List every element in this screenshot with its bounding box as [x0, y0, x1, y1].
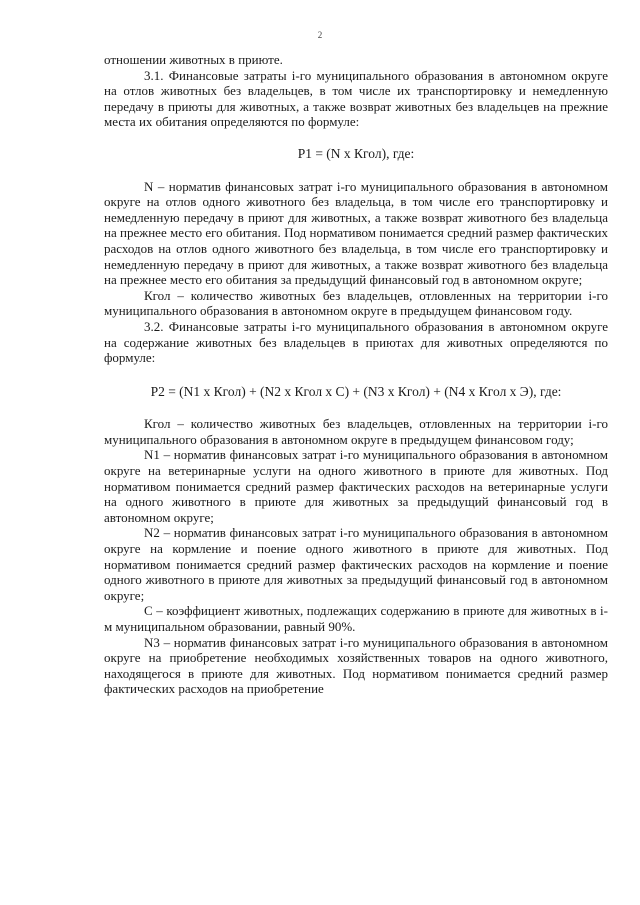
paragraph-continuation: отношении животных в приюте. [104, 52, 283, 67]
paragraph-3-2: 3.2. Финансовые затраты i-го муниципального образования в автономном округе на содержание животных без владельцев в приютах для животных определяются по формуле: [104, 318, 608, 366]
paragraph-n3-definition: N3 – норматив финансовых затрат i-го муниципального образования в автономном округе на приобретение необходимых хозяйственных товаров на одного животного, находящегося в приюте для животных. Под нормативом понимается средний размер фактических расходов на приобретение [104, 634, 608, 697]
paragraph-kgol-definition: Кгол – количество животных без владельцев, отловленных на территории i-го муниципального образования в автономном округе в предыдущем финансовом году. [104, 287, 608, 319]
paragraph-kgol-definition-2: Кгол – количество животных без владельцев, отловленных на территории i-го муниципального образования в автономном округе в предыдущем финансовом году; [104, 416, 608, 447]
formula-p1: P1 = (N х Кгол), где: [297, 145, 415, 161]
formula-p2: P2 = (N1 х Кгол) + (N2 х Кгол х С) + (N3 х Кгол) + (N4 х Кгол х Э), где: [150, 383, 562, 399]
page-number: 2 [317, 30, 323, 40]
paragraph-c-definition: С – коэффициент животных, подлежащих содержанию в приюте для животных в i-м муниципальном образовании, равный 90%. [104, 603, 608, 634]
document-body [104, 52, 608, 697]
paragraph-n2-definition: N2 – норматив финансовых затрат i-го муниципального образования в автономном округе на кормление и поение одного животного в приюте для животных. Под нормативом понимается средний размер фактических расходов на кормление и поение одного животного в приюте для животных за предыдущий финансовый год в автономном округе; [104, 525, 608, 603]
paragraph-n1-definition: N1 – норматив финансовых затрат i-го муниципального образования в автономном округе на ветеринарные услуги на одного животного в приюте для животных. Под нормативом понимается средний размер фактических расходов на ветеринарные услуги на одного животного в приюте для животных за предыдущий финансовый год в автономном округе; [104, 447, 608, 525]
paragraph-3-1: 3.1. Финансовые затраты i-го муниципального образования в автономном округе на отлов животных без владельцев, в том числе их транспортировку и немедленную передачу в приюты для животных, а также возврат животных без владельцев на прежние места их обитания определяются по формуле: [104, 67, 608, 130]
paragraph-n-definition: N – норматив финансовых затрат i-го муниципального образования в автономном округе на отлов одного животного без владельца, в том числе его транспортировку и немедленную передачу в приют для животных, а также возврат животного без владельца на прежнее место его обитания. Под нормативом понимается средний размер фактических расходов на отлов одного животного без владельца, в том числе его транспортировку и немедленную передачу в приют для животных, а также возврат животного без владельца на прежнее место его обитания за предыдущий финансовый год в автономном округе; [104, 178, 608, 288]
